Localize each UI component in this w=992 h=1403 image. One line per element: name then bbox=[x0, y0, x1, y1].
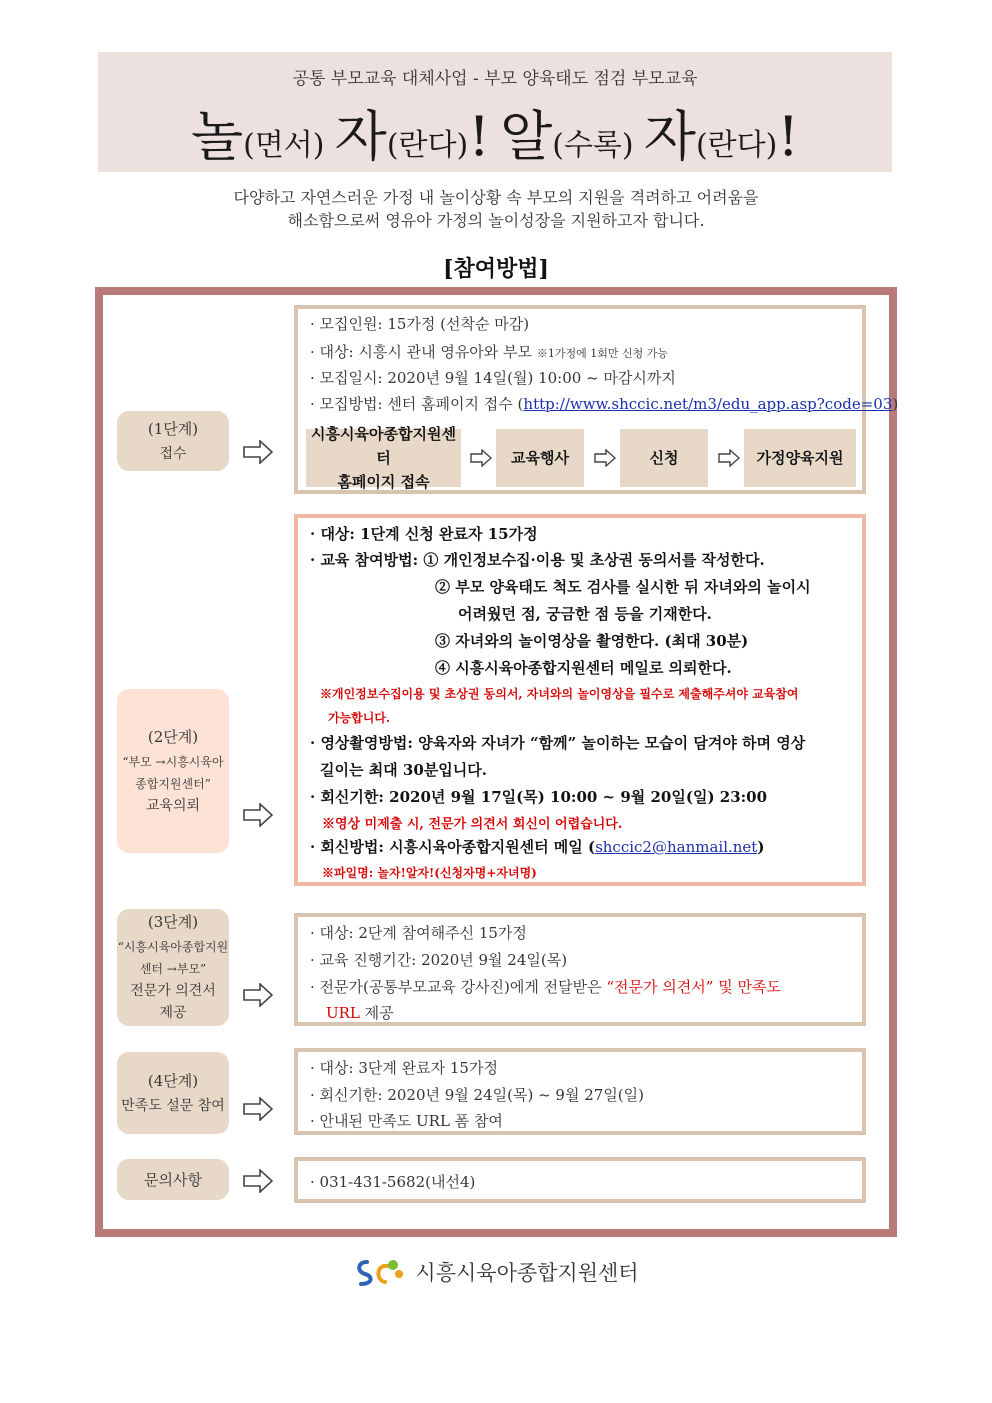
title-part: (면서) bbox=[243, 128, 325, 163]
step-3-box bbox=[294, 913, 866, 1026]
title-part: 알 bbox=[500, 105, 553, 168]
step-4-label bbox=[117, 1052, 229, 1134]
box-text: ) bbox=[892, 395, 899, 413]
title-part: ! bbox=[468, 105, 490, 168]
box-line: · 모집인원: 15가정 (선착순 마감) bbox=[310, 315, 530, 333]
step-1-box bbox=[294, 305, 899, 494]
title-part: (수록) bbox=[552, 128, 634, 163]
title-part: (란다) bbox=[695, 128, 778, 163]
intro-text bbox=[0, 186, 992, 232]
step-desc: 만족도 설문 참여 bbox=[121, 1097, 225, 1114]
step-desc: 교육의뢰 bbox=[145, 797, 201, 814]
step-1-label bbox=[117, 411, 229, 471]
contact-label bbox=[117, 1159, 229, 1200]
flow-text: 홈페이지 접속 bbox=[337, 473, 430, 491]
step-3-label bbox=[117, 909, 229, 1026]
step-4-box bbox=[294, 1048, 866, 1135]
box-line bbox=[310, 393, 898, 414]
box-line: 어려웠던 점, 궁금한 점 등을 기재한다. bbox=[458, 605, 712, 623]
box-line bbox=[310, 976, 781, 997]
box-highlight: URL bbox=[326, 1004, 360, 1022]
flow-item-support: 가정양육지원 bbox=[744, 429, 856, 487]
step-quote: 종합지원센터” bbox=[135, 776, 211, 791]
title-part: ! bbox=[777, 105, 800, 168]
box-line: · 모집일시: 2020년 9월 14일(월) 10:00 ~ 마감시까지 bbox=[310, 369, 676, 387]
box-line: ④ 시흥시육아종합지원센터 메일로 의뢰한다. bbox=[435, 659, 732, 677]
box-line: · 안내된 만족도 URL 폼 참여 bbox=[310, 1112, 503, 1130]
intro-line: 해소함으로써 영유아 가정의 놀이성장을 지원하고자 합니다. bbox=[287, 211, 705, 230]
step-desc: 제공 bbox=[159, 1005, 187, 1021]
box-text: ) bbox=[757, 838, 765, 856]
org-name: 시흥시육아종합지원센터 bbox=[415, 1261, 639, 1285]
right-arrow-icon bbox=[243, 1169, 273, 1193]
email-link[interactable]: shccic2@hanmail.net bbox=[595, 838, 758, 856]
title-part: 자 bbox=[643, 105, 696, 168]
box-note: 가능합니다. bbox=[328, 711, 391, 725]
box-text: · 회신방법: 시흥시육아종합지원센터 메일 ( bbox=[310, 838, 596, 856]
right-arrow-icon bbox=[243, 1097, 273, 1121]
box-line: · 교육 진행기간: 2020년 9월 24일(목) bbox=[310, 951, 568, 969]
box-text: 제공 bbox=[359, 1004, 394, 1022]
box-note: ※영상 미제출 시, 전문가 의견서 회신이 어렵습니다. bbox=[322, 817, 623, 832]
step-title: (1단계) bbox=[147, 419, 199, 438]
flow-item-homepage bbox=[306, 425, 461, 491]
box-text: · 전문가(공통부모교육 강사진)에게 전달받은 bbox=[310, 978, 607, 996]
flow-text: 시흥시육아종합지원센터 bbox=[311, 425, 456, 467]
step-quote: 센터 →부모” bbox=[139, 962, 207, 976]
title-part: (란다) bbox=[386, 128, 469, 163]
contact-box bbox=[294, 1157, 866, 1203]
box-line: · 회신기한: 2020년 9월 24일(목) ~ 9월 27일(일) bbox=[310, 1086, 645, 1104]
box-line: ③ 자녀와의 놀이영상을 촬영한다. (최대 30분) bbox=[435, 632, 749, 650]
box-note: ※파일명: 놀자!알자!(신청자명+자녀명) bbox=[322, 866, 537, 880]
step-title: (3단계) bbox=[147, 913, 199, 931]
box-line bbox=[326, 1002, 394, 1023]
right-arrow-icon bbox=[718, 449, 740, 467]
box-line: · 대상: 1단계 신청 완료자 15가정 bbox=[310, 525, 538, 543]
right-arrow-icon bbox=[470, 449, 492, 467]
step-quote: “시흥시육아종합지원 bbox=[117, 940, 229, 954]
homepage-link[interactable]: http://www.shccic.net/m3/edu_app.asp?code=03 bbox=[523, 395, 893, 413]
contact-phone: · 031-431-5682(내선4) bbox=[310, 1173, 476, 1191]
box-line: · 대상: 3단계 완료자 15가정 bbox=[310, 1059, 498, 1077]
box-text: · 대상: 시흥시 관내 영유아와 부모 bbox=[310, 343, 533, 361]
right-arrow-icon bbox=[243, 440, 273, 464]
title-part: 자 bbox=[334, 105, 387, 168]
step-desc: 접수 bbox=[159, 445, 187, 462]
header-band bbox=[98, 52, 892, 172]
box-line bbox=[310, 341, 668, 362]
header-title bbox=[98, 94, 892, 171]
step-quote: “부모 →시흥시육아 bbox=[122, 754, 224, 769]
intro-line: 다양하고 자연스러운 가정 내 놀이상황 속 부모의 지원을 격려하고 어려움을 bbox=[233, 188, 759, 207]
box-highlight: “전문가 의견서” 및 만족도 bbox=[606, 978, 781, 996]
box-line: ② 부모 양육태도 척도 검사를 실시한 뒤 자녀와의 놀이시 bbox=[435, 578, 811, 596]
box-line: 길이는 최대 30분입니다. bbox=[320, 761, 487, 779]
right-arrow-icon bbox=[243, 983, 273, 1007]
footer bbox=[0, 1256, 992, 1288]
box-line: · 회신기한: 2020년 9월 17일(목) 10:00 ~ 9월 20일(일) 23:00 bbox=[310, 788, 768, 806]
box-line: · 영상촬영방법: 양육자와 자녀가 “함께” 놀이하는 모습이 담겨야 하며 영상 bbox=[310, 734, 806, 752]
step-title: (4단계) bbox=[147, 1071, 199, 1090]
box-line bbox=[310, 836, 764, 857]
box-note: ※1가정에 1회만 신청 가능 bbox=[536, 347, 668, 360]
box-line: · 교육 참여방법: ① 개인정보수집·이용 및 초상권 동의서를 작성한다. bbox=[310, 551, 765, 569]
title-part: 놀 bbox=[190, 105, 244, 168]
box-text: · 모집방법: 센터 홈페이지 접수 ( bbox=[310, 395, 524, 413]
section-title: [참여방법] bbox=[443, 256, 549, 282]
step-2-box bbox=[294, 514, 866, 886]
right-arrow-icon bbox=[243, 803, 273, 827]
step-desc: 문의사항 bbox=[144, 1170, 202, 1189]
box-note: ※개인정보수집이용 및 초상권 동의서, 자녀와의 놀이영상을 필수로 제출해주셔야 교육참여 bbox=[320, 687, 799, 701]
step-2-label bbox=[117, 689, 229, 853]
step-desc: 전문가 의견서 bbox=[130, 983, 216, 999]
box-line: · 대상: 2단계 참여해주신 15가정 bbox=[310, 924, 527, 942]
header-subtitle: 공통 부모교육 대체사업 - 부모 양육태도 점검 부모교육 bbox=[292, 69, 698, 89]
org-logo-icon bbox=[353, 1256, 409, 1288]
flow-item-apply: 신청 bbox=[620, 429, 708, 487]
right-arrow-icon bbox=[594, 449, 616, 467]
step-title: (2단계) bbox=[147, 727, 199, 746]
flow-item-edu: 교육행사 bbox=[496, 429, 584, 487]
